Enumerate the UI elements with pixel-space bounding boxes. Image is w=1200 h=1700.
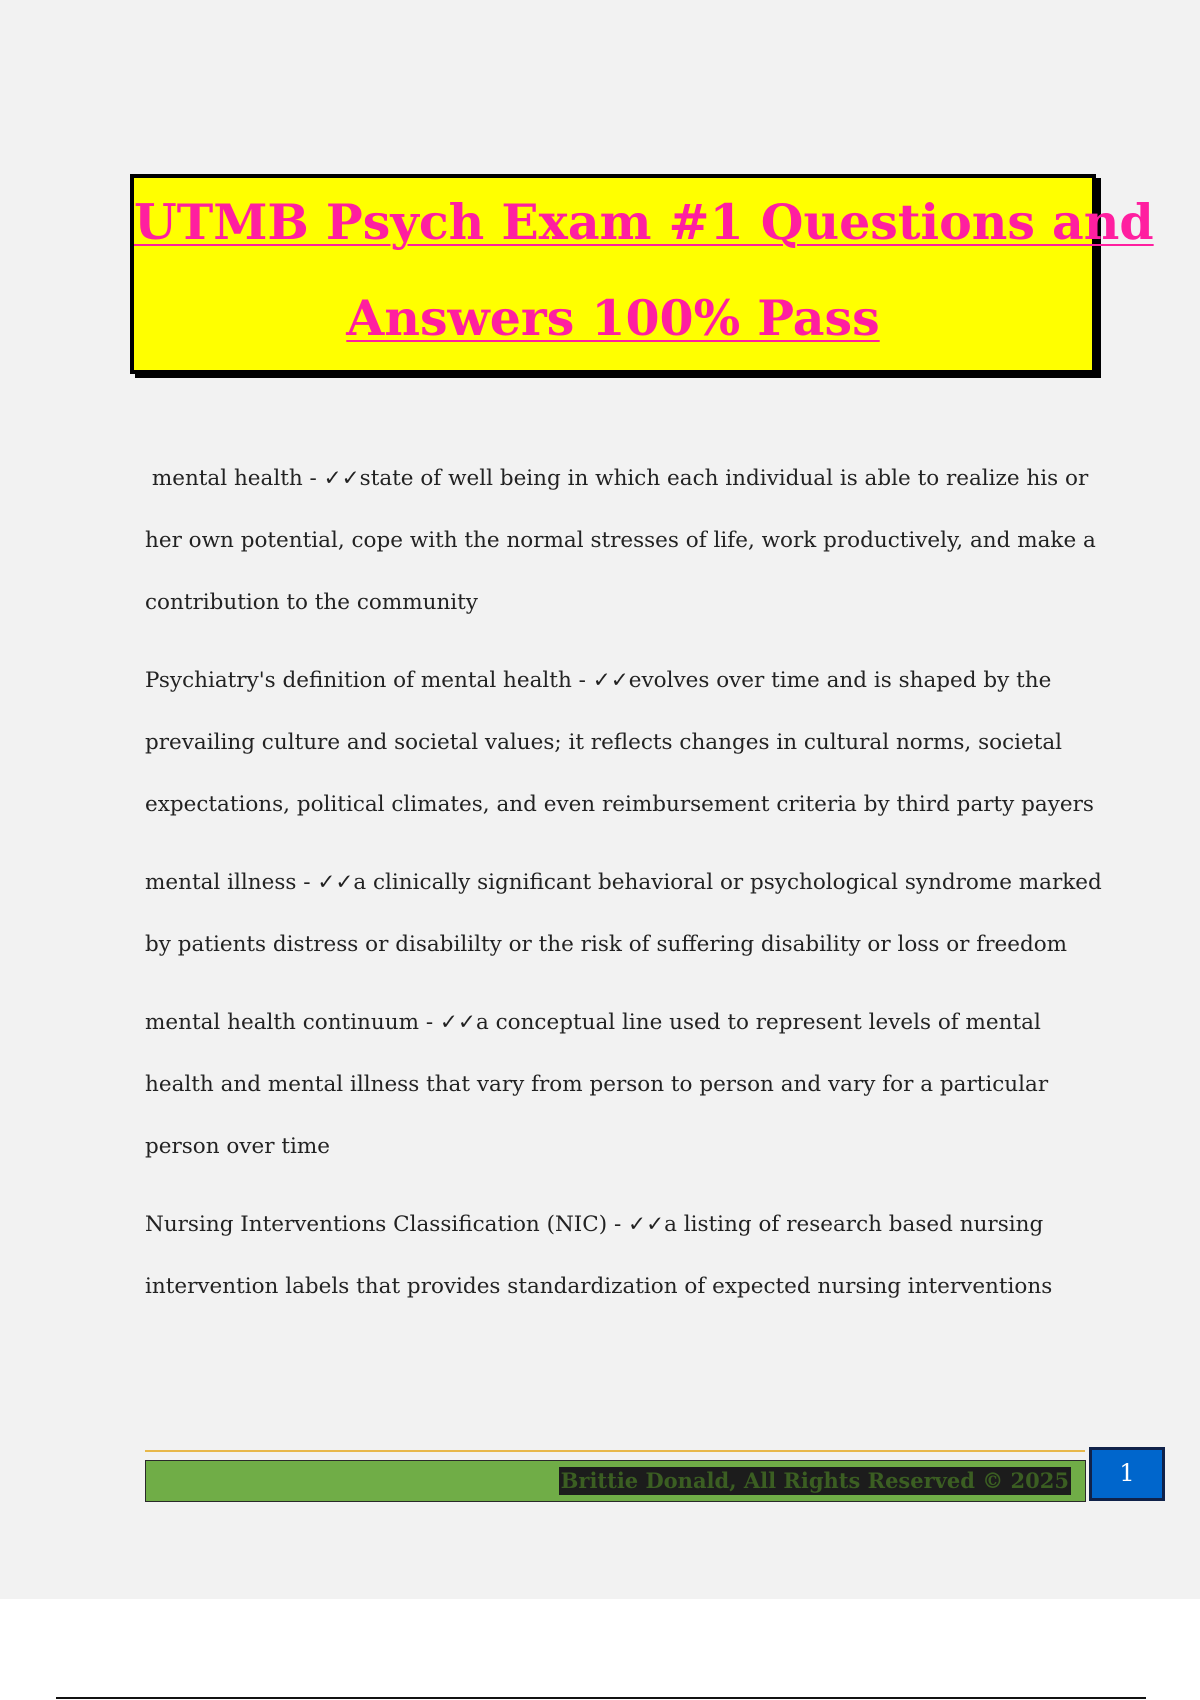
title-line-2: Answers 100% Pass: [346, 289, 880, 347]
qa-entry: [145, 1194, 1095, 1318]
entry-line: her own potential, cope with the normal stresses of life, work productively, and make a: [145, 528, 1096, 553]
title-banner: [130, 174, 1154, 374]
entry-line: mental illness - ✓✓a clinically significant behavioral or psychological syndrome marked: [145, 870, 1102, 895]
question-answer-list: [145, 448, 1102, 1334]
copyright-text: Brittie Donald, All Rights Reserved © 2025: [560, 1468, 1069, 1493]
qa-entry: [145, 852, 1102, 976]
title-line-1: UTMB Psych Exam #1 Questions and: [134, 193, 1154, 251]
entry-line: health and mental illness that vary from person to person and vary for a particular: [145, 1072, 1049, 1097]
entry-line: by patients distress or disabililty or the risk of suffering disability or loss or freedom: [145, 932, 1068, 957]
footer-bar: [145, 1460, 1086, 1502]
entry-line: mental health continuum - ✓✓a conceptual line used to represent levels of mental: [145, 1010, 1041, 1035]
entry-line: prevailing culture and societal values; it reflects changes in cultural norms, societal: [145, 730, 1063, 755]
entry-line: intervention labels that provides standardization of expected nursing interventions: [145, 1274, 1053, 1299]
qa-entry: [145, 992, 1095, 1178]
entry-line: contribution to the community: [145, 590, 478, 615]
entry-line: person over time: [145, 1134, 330, 1159]
page-number: 1: [1119, 1459, 1135, 1487]
entry-line: expectations, political climates, and even reimbursement criteria by third party payers: [145, 792, 1094, 817]
entry-line: mental health - ✓✓state of well being in which each individual is able to realize his or: [145, 466, 1089, 491]
footer-divider: [145, 1450, 1085, 1452]
qa-entry: [145, 650, 1095, 836]
qa-entry: [145, 448, 1095, 634]
entry-line: Psychiatry's definition of mental health - ✓✓evolves over time and is shaped by the: [145, 668, 1052, 693]
page-bottom-divider: [56, 1697, 1146, 1699]
page-number-box: [1089, 1447, 1165, 1501]
entry-line: Nursing Interventions Classification (NIC) - ✓✓a listing of research based nursing: [145, 1212, 1044, 1237]
